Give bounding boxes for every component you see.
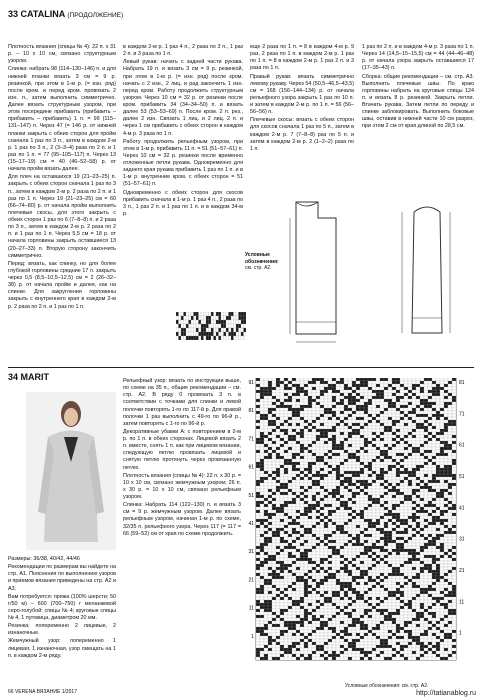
- text-column-4: [362, 44, 474, 132]
- chart-row-number: 21: [459, 568, 465, 574]
- text-column-2: [123, 44, 243, 219]
- chart-row-number: 31: [459, 536, 465, 543]
- paragraph: Левый рукав: начать с задней части рукава. Набрать 19 п. и вязать 3 см = 9 р. резинкой, при этом в 1-м р. (= изн. ряд) после кром. начать с 2 изн., 2 лиц. и рад закончить 1 изн. перед кром. Работу продолжить структурным узором. Через 10 см = 32 р. от резинки после кром. прибавить 34 (34–34–50) п. и вязать далее 53 (53–53–69) п. После кром. 2 п. рез., далее 2 изн. Связать 1 лиц. и 2 лиц. 2 п. и через 1 см прибавить с обеих сторон в каждом 4-м р. 3 раза по 1 п.: [123, 59, 243, 137]
- section-title: CATALINA: [20, 9, 65, 19]
- paragraph: Вам потребуется: пряжа (100% шерсти; 50 г/50 м) – 600 (700–750) г меланжевой серо-голубой; спицы № 4; круговые спицы № 4, 1 пуговица, диаметром 20 мм.: [8, 593, 116, 621]
- chart-row-number: 21: [248, 577, 254, 584]
- chart-row-number: 91: [248, 380, 254, 386]
- section-header-catalina: [8, 9, 123, 21]
- stitch-pattern-grid-small: [176, 312, 246, 340]
- paragraph: Спинка: Набрать 114 (122–130) п. и вязать 3 см = 9 р. жемчужным узором. Далее вязать рельефным узором, начиная 1-м р. по схеме, 32/35 п. рельефного узора. Через 117 (= 117 = 66 (59–52) см от края по схеме продолжить.: [123, 502, 241, 537]
- chart-row-number: 71: [459, 411, 465, 418]
- section-number: 34: [8, 372, 19, 382]
- model-photo: [26, 392, 116, 550]
- chart-row-number: 81: [459, 380, 465, 386]
- paragraph: Правый рукав: вязать симметрично левому рукаву. Через 54 (50,5–46,5–43,5) см = 168 (156–144–134) р. от начала рельефного узора закрыть 1 раз по 10 п. и затем в каждом 2-м р. по 1 п. = 56 (56–56–56) п.: [250, 73, 354, 116]
- paragraph: Одновременно с обеих сторон для скосов прибавить сначала в 1-м р. 1 раз 4 п., 2 раза по 3 п., 1 раз 2 п. и 1 раз по 1 п. и в каждом 34-м р.: [123, 189, 243, 217]
- chart-row-number: 41: [248, 521, 254, 527]
- chart-row-number: 51: [248, 492, 254, 499]
- paragraph: Сборка: общие рекомендации – см. стр. А3. Выполнить плечевые швы. По краю горловины набрать на круговые спицы 124 п. и вязать 8 р. резинкой. Закрыть петли. Втачать рукава. Затем петли по переду и спинке заблокировать. Выполнить боковые швы, оставив в нижней части 10 см разрез, при этом 2 см от края длиной по 28,5 см.: [362, 73, 474, 130]
- text-column-1: [8, 44, 116, 312]
- stitch-pattern-chart: [246, 378, 472, 674]
- source-url[interactable]: [416, 689, 476, 698]
- symbols-title: Условные обозначения:: [245, 252, 279, 265]
- paragraph: Рекомендации по размерам вы найдете на стр. А1. Пояснения по выполнению узоров и приемов вязания приведены на стр. А2 и А3.: [8, 564, 116, 592]
- paragraph: Рельефный узор: вязать по инструкции выше, по схеме на 35 п., общие рекомендации – см. стр. А2. В ряду 0 провязать 3 п. в соответствии с точками для спинки и левой полочки повторять 1-го по 117-й р. Для правой полочки 1 раз выполнить с 49-го по 96-й р., затем повторять с 1-го по 96-й р.: [123, 378, 241, 427]
- paragraph: Плечевые скосы: вязать с обеих сторон для скосов сначала 1 раз по 5 п., затем в каждом 2-м р. 7 (7–8–8) раз по 5 п. и затем в каждом 2-м р. 2 (1–2–2) раза по 1 п.: [250, 117, 354, 152]
- section-note: (ПРОДОЛЖЕНИЕ): [67, 12, 124, 19]
- chart-row-number: 31: [248, 549, 254, 556]
- paragraph: Спинка: набрать 98 (114–130–146) п. и для нижней планки вязать 3 см = 9 р. резинкой, при этом в 1-м р. (= изн. ряд) после кром. и перед кром. провязать 2 изн. п., затем выполнить симметрично. Далее вязать структурным узором, при этом посередине прибавить (прибавить – прибавить – прибавить) 1 п. = 99 (115–131–147) п. Через 47 (= 146 р. от нижней планки закрыть с обеих сторон для пройм сначала 1 раз по 3 п., затем в каждом 2-м р. 1 раз по 3 п., 2 (3–3–4) раза по 2 п. и 1 раз по 1 п. = 77 (95–105–117) п. Через 13 (15–17–19) см = 40 (46–52–58) р. от начала пройм вязать далее.: [8, 66, 116, 173]
- paragraph: Плотность вязания (спицы № 4): 22 п. x 31 р. – 10 x 10 см, связано структурным узором.: [8, 44, 116, 65]
- section-header-marit: [8, 372, 49, 384]
- chart-row-number: 1: [251, 633, 254, 640]
- paragraph: Декоративные убавки А: с повторением в 2-м р. по 1 п. в обеих сторонах. Лицевой вязать 2 п. вместе, снять 1 п. как при лицевом вязании, следующую петлю провязать лицевой и снятую петлю протянуть через провязанную петлю.: [123, 428, 241, 471]
- footer-text: 66 VERENA ВЯЗАНИЕ 1/2017: [8, 689, 77, 696]
- section-divider: [8, 367, 474, 368]
- text-column-3: [250, 44, 354, 154]
- chart-legend-text: Условные обозначения: см. стр. А2.: [345, 683, 429, 689]
- paragraph: Перед: вязать, как спинку, но для более глубокой горловины средние 17 п. закрыть через 0,5 (8,5–10,5–12,5) см = 2 (26–32–38) р. от начала пройм и далее, как на спинке. Для закругления горловины закрыть с внутреннего края в каждом 2-м р. 2 раза по 2 п. и 1 раз по 1 п.: [8, 260, 116, 310]
- paragraph: Жемчужный узор: попеременно 1 лицевая, 1 изнаночная, узор смещать на 1 п. в каждом 2-м ряду.: [8, 638, 116, 659]
- paragraph: Размеры: 36/38, 40/42, 44/46: [8, 556, 80, 562]
- chart-row-number: 1: [459, 630, 462, 637]
- chart-row-number: 71: [248, 436, 254, 443]
- paragraph: Работу продолжить рельефным узором, при этом в 1-м р. прибавить 11 п. = 51 (51–57–61) п. Через 10 см = 32 р. резинки после временно отложенные петли рукава. Одновременно для заднего края рукава прибавить 1 раз по 1 п. и в 1-м р. внутренние кром. с обеих сторон = 51 (51–57–61) п.: [123, 138, 243, 188]
- chart-row-number: 41: [459, 505, 465, 512]
- chart-row-number: 61: [248, 464, 254, 471]
- paragraph: в каждом 2-м р. 1 раз 4 п., 2 раза по 3 п., 1 раз 2 п. и 3 раза по 1 п.: [123, 44, 243, 58]
- section-title: MARIT: [20, 372, 50, 382]
- chart-row-number: 11: [248, 605, 254, 612]
- paragraph: Плотность вязания (спицы № 4): 22 п. x 30 р. = 10 x 10 см, связано жемчужным узором; 26 п. x 30 р. = 10 x 10 см, связано рельефным узором.: [123, 472, 241, 500]
- chart-row-number: 61: [459, 442, 465, 449]
- paragraph: Резинка: попеременно 2 лицевые, 2 изнаночные.: [8, 623, 116, 637]
- paragraph: Для плеч на оставшихся 19 (21–23–25) п. закрыть с обеих сторон сначала 1 раз по 3 п., затем в каждом 2-м р. 2 раза по 2 п. и 1 раз по 1 п. Через 19 (21–23–25) см = 60 (66–74–80) р. от начала пройм выполнить плечевые скосы, для этого закрыть с обеих сторон 1 раз по 6 (7–8–8) п. и 2 раза по 3 п., затем в каждом 2-м р. 2 раза по 2 п. и 1 раз по 1 п. Через 5,5 см = 18 р. от начала горловины закрыть оставшиеся 13 (20–27–33) п. Вторую сторону закончить симметрично.: [8, 174, 116, 259]
- text-column-5: [8, 556, 116, 661]
- page-footer: [8, 689, 77, 696]
- garment-schematic-sleeve: [392, 198, 462, 348]
- section-number: 33: [8, 9, 19, 19]
- text-column-6: [123, 378, 241, 539]
- garment-schematic-body: [276, 192, 356, 362]
- paragraph: еще 2 раза по 1 п. = 8 в каждом 4-м р. 9 раз, 2 раза по 1 п. в каждом 2-м р. 1 раз по 1 п. = 8 в каждом 2-м р. 1 раз 2 п. и 3 раза по 1 п.: [250, 44, 354, 72]
- paragraph: 1 раз по 2 п. и в каждом 4-м р. 3 раза по 1 п. Через 14 (14,5–15–15,5) см = 44 (44–46–48) р. от начала узора закрыть оставшиеся 17 (17–35–43) п.: [362, 44, 474, 72]
- symbols-see: см. стр. А2.: [245, 265, 272, 272]
- url-text: http://tatianablog.ru: [416, 689, 476, 697]
- chart-row-number: 11: [459, 599, 465, 606]
- chart-row-number: 81: [248, 408, 254, 415]
- chart-row-number: 51: [459, 474, 465, 480]
